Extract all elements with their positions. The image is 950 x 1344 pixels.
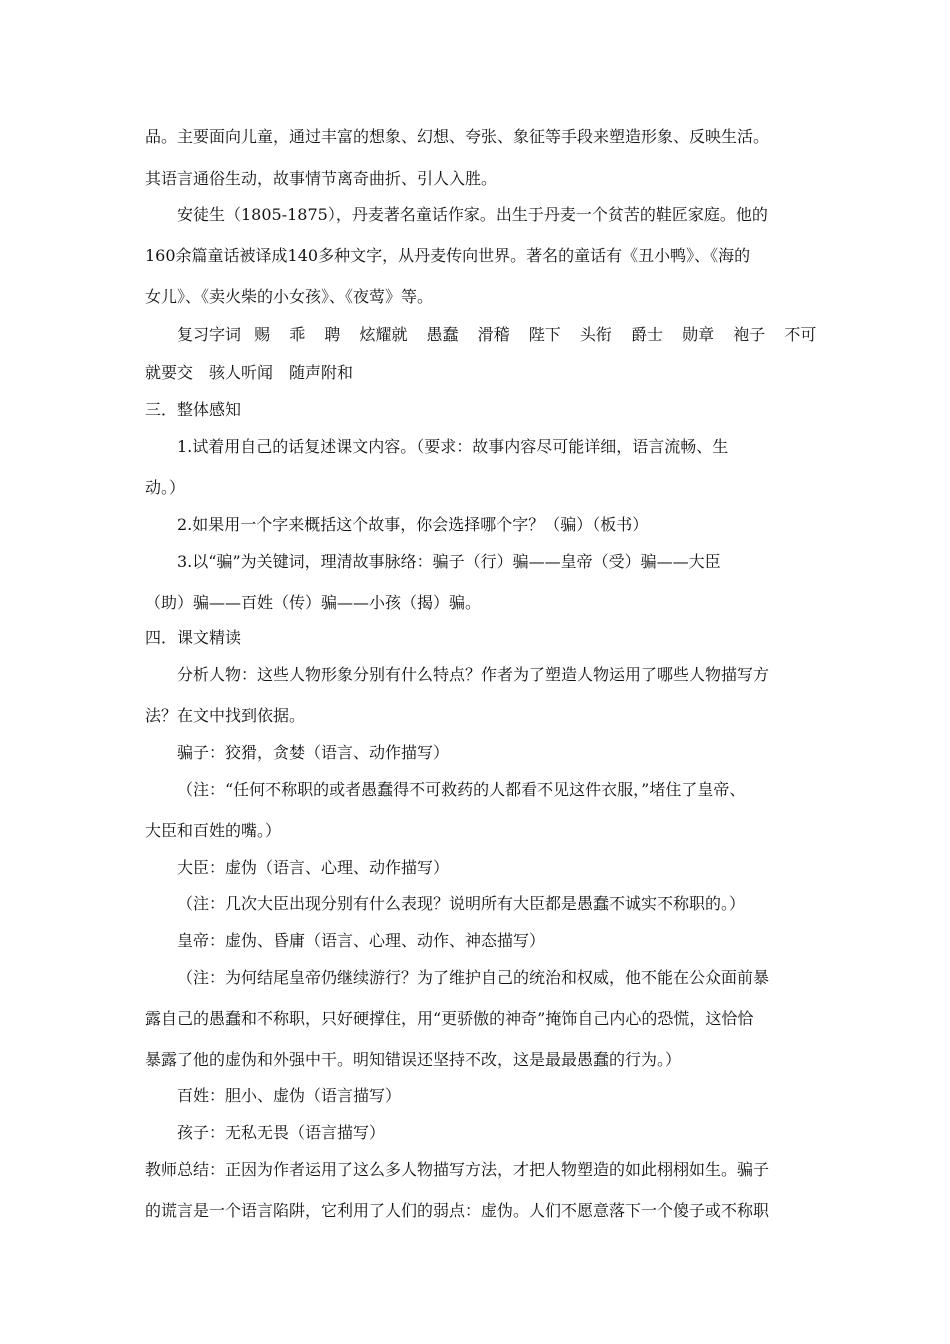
text-line: 就要交 骇人听闻 随声附和 — [145, 363, 354, 382]
text-line: 教师总结：正因为作者运用了这么多人物描写方法，才把人物塑造的如此栩栩如生。骗子 — [145, 1160, 770, 1179]
text-line: 品。主要面向儿童，通过丰富的想象、幻想、夸张、象征等手段来塑造形象、反映生活。 — [145, 127, 770, 146]
text-line: 孩子：无私无畏（语言描写） — [177, 1123, 386, 1142]
text-line: 露自己的愚蠢和不称职，只好硬撑住，用“更骄傲的神奇”掩饰自己内心的恐慌，这恰恰 — [145, 1009, 754, 1028]
text-line: 法？在文中找到依据。 — [145, 706, 306, 725]
vocab-word: 滑稽 — [477, 325, 510, 344]
text-line: 百姓：胆小、虚伪（语言描写） — [177, 1086, 402, 1105]
text-line: 1.试着用自己的话复述课文内容。（要求：故事内容尽可能详细，语言流畅、生 — [177, 437, 729, 456]
text-line: （注：几次大臣出现分别有什么表现？说明所有大臣都是愚蠢不诚实不称职的。） — [177, 894, 746, 913]
text-line: 其语言通俗生动，故事情节离奇曲折、引人入胜。 — [145, 169, 498, 188]
vocab-word: 爵士 — [630, 325, 663, 344]
vocab-heading: 复习字词 — [177, 325, 242, 344]
section-heading: 三．整体感知 — [145, 400, 242, 419]
vocab-word: 袍子 — [733, 325, 766, 344]
text-line: 皇帝：虚伪、昏庸（语言、心理、动作、神态描写） — [177, 931, 546, 950]
vocab-line — [177, 325, 816, 345]
vocab-word: 炫耀就 — [359, 325, 408, 344]
vocab-word: 勋章 — [682, 325, 715, 344]
text-line: 骗子：狡猾，贪婪（语言、动作描写） — [177, 743, 450, 762]
text-line: （注：为何结尾皇帝仍继续游行？为了维护自己的统治和权威，他不能在公众面前暴 — [177, 968, 770, 987]
text-line: 3.以“骗”为关键词，理清故事脉络：骗子（行）骗——皇帝（受）骗——大臣 — [177, 552, 721, 571]
text-line: 动。） — [145, 478, 186, 497]
vocab-word: 头衔 — [579, 325, 612, 344]
text-line: 大臣和百姓的嘴。） — [145, 821, 282, 840]
vocab-word: 聘 — [324, 325, 341, 344]
text-line: 大臣：虚伪（语言、心理、动作描写） — [177, 858, 450, 877]
text-line: 2.如果用一个字来概括这个故事，你会选择哪个字？（骗）（板书） — [177, 515, 649, 534]
text-line: （注：“任何不称职的或者愚蠢得不可救药的人都看不见这件衣服，”堵住了皇帝、 — [177, 780, 746, 799]
text-line: 女儿》、《卖火柴的小女孩》、《夜莺》等。 — [145, 287, 434, 306]
vocab-word: 不可 — [784, 325, 817, 344]
section-heading: 四．课文精读 — [145, 628, 242, 647]
vocab-word: 陛下 — [528, 325, 561, 344]
text-line: 安徒生（1805-1875），丹麦著名童话作家。出生于丹麦一个贫苦的鞋匠家庭。他的 — [177, 205, 768, 224]
text-line: 暴露了他的虚伪和外强中干。明知错误还坚持不改，这是最最愚蠢的行为。） — [145, 1050, 682, 1069]
text-line: 的谎言是一个语言陷阱，它利用了人们的弱点：虚伪。人们不愿意落下一个傻子或不称职 — [145, 1201, 770, 1220]
text-line: 分析人物：这些人物形象分别有什么特点？作者为了塑造人物运用了哪些人物描写方 — [177, 665, 770, 684]
vocab-word: 赐 — [254, 325, 271, 344]
vocab-word: 乖 — [289, 325, 306, 344]
text-line: （助）骗——百姓（传）骗——小孩（揭）骗。 — [145, 593, 482, 612]
vocab-word: 愚蠢 — [426, 325, 459, 344]
text-line: 160余篇童话被译成140多种文字，从丹麦传向世界。著名的童话有《丑小鸭》、《海的 — [145, 246, 751, 265]
